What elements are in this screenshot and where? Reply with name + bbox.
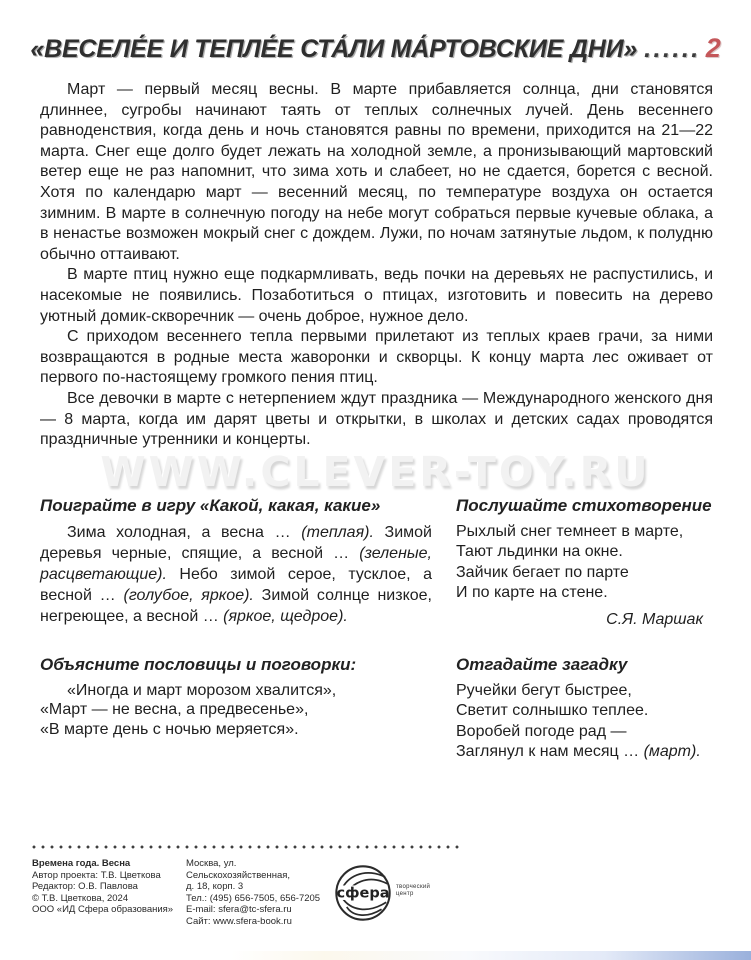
contact-line: Москва, ул. Сельскохозяйственная, [186,858,291,881]
section-proverbs-heading: Объясните пословицы и поговорки: [40,654,357,674]
game-answer: (яркое, щедрое). [223,607,348,625]
riddle-line: Воробей погоде рад — [456,722,627,740]
proverb-line: «В марте день с ночью меряется». [40,720,299,738]
riddle-line: Светит солнышко теплее. [456,702,649,720]
imprint-line: Автор проекта: Т.В. Цветкова [32,869,161,881]
contact-line: Тел.: (495) 656-7505, 656-7205 [186,892,321,904]
contact-line: Сайт: www.sfera-book.ru [186,915,292,927]
game-segment: Небо зимой серое, тусклое, а весной … [40,565,432,604]
imprint-footer [32,845,460,928]
section-poem [456,495,715,629]
section-riddle [456,654,715,763]
game-answer: (теплая). [301,523,374,541]
page-number: 2 [705,33,721,63]
page-title [0,0,751,64]
poem-line: Зайчик бегает по парте [456,563,629,581]
game-answer: (голубое, яркое). [123,586,254,604]
contact-line: E-mail: sfera@tc-sfera.ru [186,904,292,916]
section-game [40,495,432,629]
watermark-text: WWW.CLEVER-TOY.RU [100,448,651,496]
game-segment: Зима холодная, а весна … [67,523,302,541]
sfera-logo-text: сфера [336,885,390,902]
scan-edge-strip [231,951,751,960]
article-paragraph: Март — первый месяц весны. В марте прибавляется солнца, дни становятся длиннее, сугробы начинают таять от теплых солнечных лучей. День весеннего равноденствия, когда день и ночь становятся равны по времени, приходится на 21—22 марта. Снег еще долго будет лежать на холодной земле, а пронизывающий мартовский ветер еще не раз напомнит, что зима хоть и слабеет, но не сдается, борется с весной. Хотя по календарю март — весенний месяц, по температуре воздуха он остается зимним. В марте в солнечную погоду на небе могут собраться первые кучевые облака, а в ненастье возможен мокрый снег с дождем. Лужи, по ночам затянутые льдом, к полудню обычно оттаивают. [40,81,713,263]
game-segment: Зимой деревья черные, спящие, а весной … [40,523,432,562]
activities-row-2 [40,654,715,763]
game-answer: (зеленые, расцветающие). [40,544,432,583]
page-title-text: «ВЕСЕЛЕ́Е И ТЕПЛЕ́Е СТА́ЛИ МА́РТОВСКИЕ ДНИ» [30,35,638,63]
section-proverbs [40,654,432,763]
poem-author: С.Я. Маршак [606,610,703,628]
imprint-line: © Т.В. Цветкова, 2024 [32,892,129,904]
riddle-line: Ручейки бегут быстрее, [456,681,632,699]
riddle-answer: (март). [643,743,701,761]
article-paragraph: Все девочки в марте с нетерпением ждут праздника — Международного женского дня — 8 марта, когда им дарят цветы и открытки, в школах и детских садах проводятся праздничные утренники и концерты. [40,389,713,449]
riddle-line-prefix: Заглянул к нам месяц … [456,743,644,761]
poem-line: Тают льдинки на окне. [456,543,623,561]
section-game-text [40,522,432,627]
logo-tagline: творческий центр [396,884,431,897]
imprint-line: Времена года. Весна [32,858,131,869]
publisher-logo [334,858,438,928]
section-riddle-heading: Отгадайте загадку [456,654,628,674]
imprint-line: Редактор: О.В. Павлова [32,881,138,893]
poem-line: Рыхлый снег темнеет в марте, [456,522,684,540]
perforation-dots [32,845,460,849]
article-paragraph: В марте птиц нужно еще подкармливать, ведь почки на деревьях не распустились, и насекомые не появились. Позаботиться о птицах, изготовить и повесить на дерево уютный домик-скворечник — очень доброе, нужное дело. [40,266,713,325]
imprint-line: ООО «ИД Сфера образования» [32,904,174,916]
poem-line: И по карте на стене. [456,584,608,602]
proverb-line: «Март — не весна, а предвесенье», [40,701,309,719]
section-game-heading: Поиграйте в игру «Какой, какая, какие» [40,495,381,515]
contacts-column [186,858,322,928]
proverb-line: «Иногда и март морозом хвалится», [67,681,337,699]
riddle-line [456,742,715,763]
article-paragraph: С приходом весеннего тепла первыми прилетают из теплых краев грачи, за ними возвращаются в родные места жаворонки и скворцы. К концу марта лес оживает от первого по-настоящему громкого пения птиц. [40,328,713,387]
section-poem-heading: Послушайте стихотворение [456,495,712,515]
article-body [40,80,713,451]
activities-row-1 [40,495,715,629]
contact-line: д. 18, корп. 3 [186,881,244,893]
sfera-sphere-icon [334,864,392,922]
imprint-column [32,858,182,928]
title-leader-dots: ...... [644,35,701,63]
game-segment: Зимой солнце низкое, негреющее, а весной … [40,586,433,625]
